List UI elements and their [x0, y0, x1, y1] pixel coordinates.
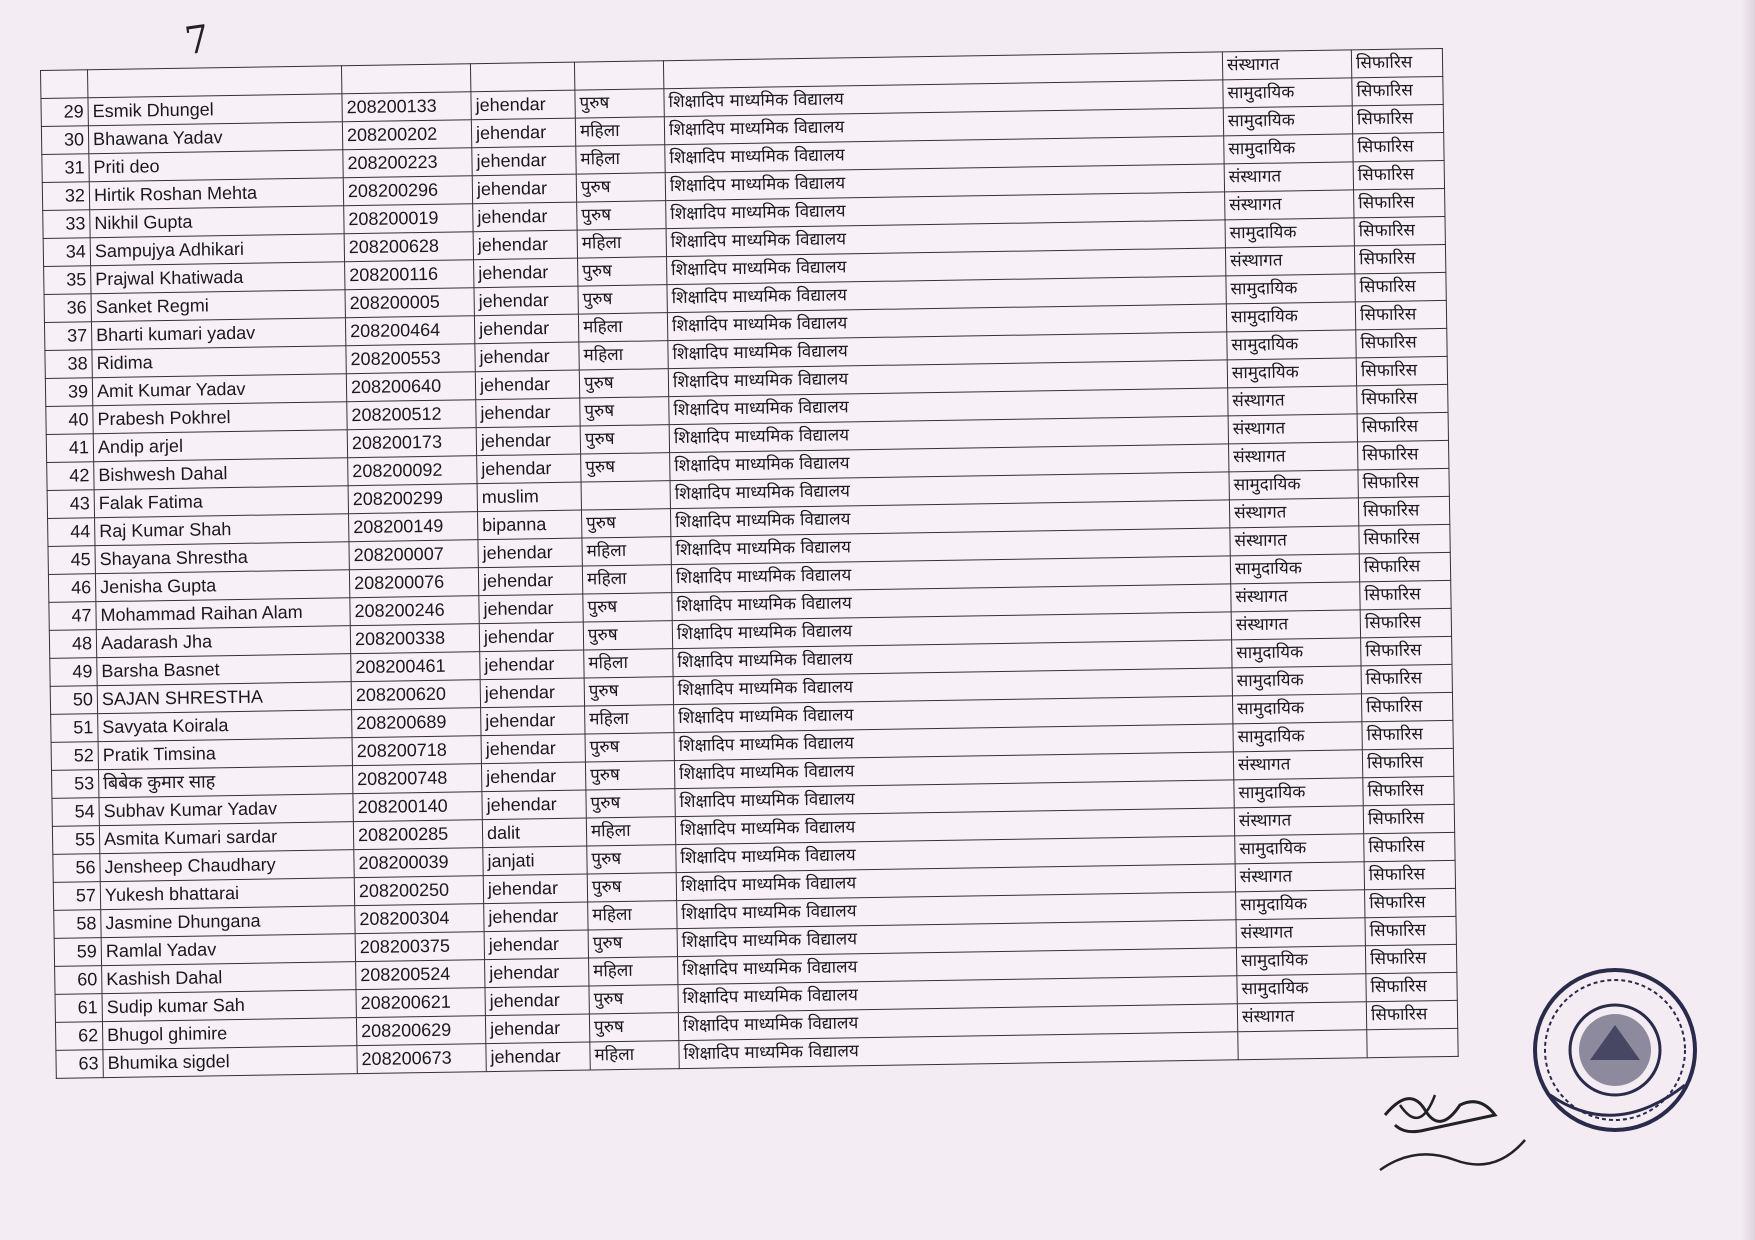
school-name-cell: शिक्षादिप माध्यमिक विद्यालय [664, 108, 1223, 145]
category-cell: jehendar [471, 90, 575, 120]
recommendation-status-cell: सिफारिस [1357, 384, 1448, 413]
student-id-cell: 208200629 [356, 1016, 485, 1046]
serial-number-cell: 57 [53, 882, 100, 911]
gender-cell: पुरुष [583, 593, 672, 622]
school-type-cell: संस्थागत [1225, 190, 1354, 220]
recommendation-status-cell: सिफारिस [1366, 1000, 1457, 1029]
school-type-cell: संस्थागत [1237, 1002, 1366, 1032]
school-name-cell: शिक्षादिप माध्यमिक विद्यालय [669, 388, 1228, 425]
category-cell: jehendar [474, 286, 578, 316]
school-type-cell: संस्थागत [1230, 526, 1359, 556]
student-name-cell: Prajwal Khatiwada [91, 262, 345, 294]
school-type-cell: सामुदायिक [1235, 834, 1364, 864]
school-name-cell: शिक्षादिप माध्यमिक विद्यालय [678, 948, 1237, 985]
gender-cell: पुरुष [577, 201, 666, 230]
category-cell: janjati [483, 846, 587, 876]
serial-number-cell: 34 [43, 238, 90, 267]
category-cell: jehendar [481, 762, 585, 792]
student-id-cell: 208200285 [353, 820, 482, 850]
student-name-cell: Aadarash Jha [96, 626, 350, 658]
student-name-cell [88, 66, 342, 98]
student-name-cell: Pratik Timsina [98, 738, 352, 770]
recommendation-status-cell: सिफारिस [1363, 804, 1454, 833]
category-cell: jehendar [473, 230, 577, 260]
recommendation-status-cell: सिफारिस [1362, 748, 1453, 777]
school-name-cell: शिक्षादिप माध्यमिक विद्यालय [679, 1032, 1238, 1069]
student-name-cell: Hirtik Roshan Mehta [89, 178, 343, 210]
category-cell: jehendar [472, 174, 576, 204]
student-list-table [40, 48, 1459, 1079]
scan-edge-shadow [1741, 0, 1755, 1240]
student-name-cell: Savyata Koirala [98, 710, 352, 742]
serial-number-cell: 48 [49, 630, 96, 659]
category-cell: jehendar [482, 790, 586, 820]
school-type-cell: संस्थागत [1228, 414, 1357, 444]
gender-cell: महिला [586, 817, 675, 846]
school-name-cell: शिक्षादिप माध्यमिक विद्यालय [673, 668, 1232, 705]
student-name-cell: Shayana Shrestha [95, 542, 349, 574]
school-type-cell: संस्थागत [1229, 442, 1358, 472]
serial-number-cell: 45 [48, 546, 95, 575]
student-id-cell: 208200673 [357, 1044, 486, 1074]
student-id-cell: 208200338 [350, 624, 479, 654]
gender-cell: पुरुष [579, 369, 668, 398]
category-cell: jehendar [479, 622, 583, 652]
school-type-cell: सामुदायिक [1223, 78, 1352, 108]
recommendation-status-cell [1367, 1028, 1458, 1057]
student-name-cell: Bishwesh Dahal [94, 458, 348, 490]
school-name-cell: शिक्षादिप माध्यमिक विद्यालय [670, 500, 1229, 537]
recommendation-status-cell: सिफारिस [1355, 272, 1446, 301]
student-name-cell: Bhumika sigdel [103, 1046, 357, 1078]
school-name-cell: शिक्षादिप माध्यमिक विद्यालय [675, 780, 1234, 817]
student-name-cell: Subhav Kumar Yadav [99, 794, 353, 826]
student-name-cell: Nikhil Gupta [90, 206, 344, 238]
school-name-cell: शिक्षादिप माध्यमिक विद्यालय [678, 1004, 1237, 1041]
school-type-cell: सामुदायिक [1234, 778, 1363, 808]
school-type-cell: सामुदायिक [1232, 638, 1361, 668]
student-name-cell: Yukesh bhattarai [100, 878, 354, 910]
serial-number-cell: 32 [42, 182, 89, 211]
school-name-cell: शिक्षादिप माध्यमिक विद्यालय [667, 304, 1226, 341]
student-name-cell: SAJAN SHRESTHA [97, 682, 351, 714]
category-cell [470, 62, 574, 92]
school-type-cell: सामुदायिक [1227, 358, 1356, 388]
recommendation-status-cell: सिफारिस [1365, 888, 1456, 917]
gender-cell: महिला [582, 565, 671, 594]
student-id-cell: 208200039 [354, 848, 483, 878]
category-cell: jehendar [473, 202, 577, 232]
gender-cell: पुरुष [583, 621, 672, 650]
gender-cell: महिला [588, 901, 677, 930]
student-id-cell: 208200116 [345, 260, 474, 290]
serial-number-cell: 62 [55, 1022, 102, 1051]
school-type-cell: सामुदायिक [1233, 722, 1362, 752]
school-type-cell: संस्थागत [1235, 862, 1364, 892]
school-type-cell: सामुदायिक [1229, 470, 1358, 500]
serial-number-cell: 61 [55, 994, 102, 1023]
student-id-cell: 208200375 [355, 932, 484, 962]
student-name-cell: Raj Kumar Shah [95, 514, 349, 546]
recommendation-status-cell: सिफारिस [1358, 468, 1449, 497]
school-name-cell: शिक्षादिप माध्यमिक विद्यालय [670, 472, 1229, 509]
school-type-cell: संस्थागत [1225, 246, 1354, 276]
category-cell: jehendar [478, 566, 582, 596]
student-name-cell: Asmita Kumari sardar [99, 822, 353, 854]
recommendation-status-cell: सिफारिस [1353, 160, 1444, 189]
serial-number-cell: 42 [47, 462, 94, 491]
category-cell: jehendar [472, 146, 576, 176]
recommendation-status-cell: सिफारिस [1358, 440, 1449, 469]
school-name-cell: शिक्षादिप माध्यमिक विद्यालय [666, 220, 1225, 257]
gender-cell [574, 61, 663, 90]
serial-number-cell: 41 [46, 434, 93, 463]
recommendation-status-cell: सिफारिस [1356, 328, 1447, 357]
recommendation-status-cell: सिफारिस [1361, 664, 1452, 693]
school-type-cell: संस्थागत [1233, 750, 1362, 780]
recommendation-status-cell: सिफारिस [1358, 496, 1449, 525]
student-name-cell: Amit Kumar Yadav [92, 374, 346, 406]
student-name-cell: Bhugol ghimire [102, 1018, 356, 1050]
gender-cell: पुरुष [580, 397, 669, 426]
serial-number-cell: 59 [54, 938, 101, 967]
recommendation-status-cell: सिफारिस [1354, 216, 1445, 245]
gender-cell: महिला [590, 1041, 679, 1070]
gender-cell: पुरुष [586, 789, 675, 818]
gender-cell: महिला [582, 537, 671, 566]
school-type-cell: सामुदायिक [1227, 330, 1356, 360]
category-cell: jehendar [477, 454, 581, 484]
student-id-cell: 208200620 [351, 680, 480, 710]
student-name-cell: Mohammad Raihan Alam [96, 598, 350, 630]
category-cell: jehendar [485, 958, 589, 988]
school-name-cell: शिक्षादिप माध्यमिक विद्यालय [667, 248, 1226, 285]
category-cell: jehendar [485, 1014, 589, 1044]
serial-number-cell: 58 [54, 910, 101, 939]
gender-cell: पुरुष [580, 425, 669, 454]
recommendation-status-cell: सिफारिस [1360, 608, 1451, 637]
student-name-cell: Ridima [92, 346, 346, 378]
school-name-cell: शिक्षादिप माध्यमिक विद्यालय [676, 864, 1235, 901]
school-type-cell: संस्थागत [1236, 918, 1365, 948]
recommendation-status-cell: सिफारिस [1364, 860, 1455, 889]
student-id-cell: 208200748 [352, 764, 481, 794]
serial-number-cell: 54 [52, 798, 99, 827]
recommendation-status-cell: सिफारिस [1364, 832, 1455, 861]
student-id-cell: 208200092 [348, 456, 477, 486]
signature-mark-icon [1365, 1075, 1535, 1185]
student-name-cell: Prabesh Pokhrel [93, 402, 347, 434]
serial-number-cell: 51 [51, 714, 98, 743]
serial-number-cell: 29 [41, 98, 88, 127]
recommendation-status-cell: सिफारिस [1355, 300, 1446, 329]
school-name-cell: शिक्षादिप माध्यमिक विद्यालय [667, 276, 1226, 313]
school-type-cell: संस्थागत [1224, 162, 1353, 192]
gender-cell: पुरुष [585, 761, 674, 790]
serial-number-cell: 37 [44, 322, 91, 351]
student-name-cell: Bharti kumari yadav [91, 318, 345, 350]
category-cell: dalit [482, 818, 586, 848]
student-name-cell: Sudip kumar Sah [102, 990, 356, 1022]
serial-number-cell: 30 [41, 126, 88, 155]
category-cell: jehendar [475, 342, 579, 372]
page-number-mark: 7 [182, 16, 213, 64]
serial-number-cell: 55 [52, 826, 99, 855]
category-cell: jehendar [486, 1042, 590, 1072]
serial-number-cell: 40 [46, 406, 93, 435]
student-id-cell: 208200628 [344, 232, 473, 262]
gender-cell: पुरुष [585, 733, 674, 762]
gender-cell: पुरुष [578, 257, 667, 286]
student-id-cell [341, 64, 470, 94]
school-name-cell: शिक्षादिप माध्यमिक विद्यालय [672, 584, 1231, 621]
school-name-cell: शिक्षादिप माध्यमिक विद्यालय [666, 192, 1225, 229]
recommendation-status-cell: सिफारिस [1356, 356, 1447, 385]
student-name-cell: Priti deo [89, 150, 343, 182]
gender-cell: पुरुष [588, 929, 677, 958]
student-name-cell: Barsha Basnet [97, 654, 351, 686]
category-cell: jehendar [475, 370, 579, 400]
gender-cell: महिला [589, 957, 678, 986]
student-id-cell: 208200149 [349, 512, 478, 542]
serial-number-cell: 38 [45, 350, 92, 379]
serial-number-cell: 56 [53, 854, 100, 883]
gender-cell: महिला [576, 145, 665, 174]
school-name-cell: शिक्षादिप माध्यमिक विद्यालय [675, 808, 1234, 845]
recommendation-status-cell: सिफारिस [1366, 972, 1457, 1001]
student-id-cell: 208200553 [346, 344, 475, 374]
school-type-cell: संस्थागत [1228, 386, 1357, 416]
gender-cell: महिला [584, 649, 673, 678]
recommendation-status-cell: सिफारिस [1351, 48, 1442, 77]
student-id-cell: 208200140 [353, 792, 482, 822]
recommendation-status-cell: सिफारिस [1352, 104, 1443, 133]
student-id-cell: 208200461 [351, 652, 480, 682]
gender-cell: पुरुष [581, 509, 670, 538]
serial-number-cell: 53 [52, 770, 99, 799]
recommendation-status-cell: सिफारिस [1361, 692, 1452, 721]
gender-cell: महिला [585, 705, 674, 734]
category-cell: jehendar [471, 118, 575, 148]
student-name-cell: Bhawana Yadav [88, 122, 342, 154]
student-id-cell: 208200007 [349, 540, 478, 570]
recommendation-status-cell: सिफारिस [1361, 636, 1452, 665]
student-name-cell: Jenisha Gupta [95, 570, 349, 602]
gender-cell: पुरुष [581, 453, 670, 482]
recommendation-status-cell: सिफारिस [1354, 244, 1445, 273]
student-id-cell: 208200202 [342, 120, 471, 150]
recommendation-status-cell: सिफारिस [1359, 552, 1450, 581]
gender-cell: महिला [577, 229, 666, 258]
school-type-cell: संस्थागत [1231, 582, 1360, 612]
category-cell: jehendar [476, 398, 580, 428]
student-id-cell: 208200250 [354, 876, 483, 906]
student-id-cell: 208200005 [345, 288, 474, 318]
school-name-cell: शिक्षादिप माध्यमिक विद्यालय [672, 612, 1231, 649]
school-name-cell: शिक्षादिप माध्यमिक विद्यालय [668, 332, 1227, 369]
school-type-cell: सामुदायिक [1224, 134, 1353, 164]
gender-cell: महिला [578, 313, 667, 342]
student-id-cell: 208200299 [348, 484, 477, 514]
serial-number-cell: 31 [42, 154, 89, 183]
student-name-cell: Andip arjel [93, 430, 347, 462]
student-name-cell: Jensheep Chaudhary [100, 850, 354, 882]
office-seal-stamp-icon [1530, 965, 1700, 1135]
school-name-cell: शिक्षादिप माध्यमिक विद्यालय [669, 416, 1228, 453]
gender-cell: पुरुष [578, 285, 667, 314]
student-id-cell: 208200621 [356, 988, 485, 1018]
recommendation-status-cell: सिफारिस [1359, 524, 1450, 553]
student-name-cell: Sampujya Adhikari [90, 234, 344, 266]
school-type-cell: सामुदायिक [1232, 666, 1361, 696]
school-type-cell: सामुदायिक [1236, 890, 1365, 920]
serial-number-cell: 50 [50, 686, 97, 715]
school-name-cell: शिक्षादिप माध्यमिक विद्यालय [677, 920, 1236, 957]
school-name-cell: शिक्षादिप माध्यमिक विद्यालय [671, 528, 1230, 565]
student-list-table-wrapper [40, 48, 1459, 1079]
school-name-cell: शिक्षादिप माध्यमिक विद्यालय [676, 836, 1235, 873]
student-id-cell: 208200173 [347, 428, 476, 458]
student-id-cell: 208200076 [349, 568, 478, 598]
serial-number-cell: 39 [45, 378, 92, 407]
recommendation-status-cell: सिफारिस [1363, 776, 1454, 805]
school-type-cell: सामुदायिक [1225, 218, 1354, 248]
gender-cell: पुरुष [589, 985, 678, 1014]
category-cell: jehendar [481, 706, 585, 736]
school-type-cell: संस्थागत [1234, 806, 1363, 836]
student-id-cell: 208200296 [343, 176, 472, 206]
category-cell: jehendar [484, 930, 588, 960]
gender-cell: पुरुष [584, 677, 673, 706]
gender-cell: पुरुष [576, 173, 665, 202]
table-body [41, 48, 1459, 1078]
student-name-cell: Falak Fatima [94, 486, 348, 518]
school-name-cell: शिक्षादिप माध्यमिक विद्यालय [665, 136, 1224, 173]
school-name-cell: शिक्षादिप माध्यमिक विद्यालय [677, 892, 1236, 929]
gender-cell [581, 481, 670, 510]
category-cell: jehendar [484, 902, 588, 932]
student-id-cell: 208200464 [345, 316, 474, 346]
student-id-cell: 208200689 [352, 708, 481, 738]
student-id-cell: 208200019 [344, 204, 473, 234]
recommendation-status-cell: सिफारिस [1357, 412, 1448, 441]
category-cell: jehendar [483, 874, 587, 904]
school-type-cell: सामुदायिक [1226, 274, 1355, 304]
recommendation-status-cell: सिफारिस [1365, 944, 1456, 973]
school-type-cell: सामुदायिक [1230, 554, 1359, 584]
student-id-cell: 208200640 [346, 372, 475, 402]
category-cell: jehendar [476, 426, 580, 456]
school-name-cell: शिक्षादिप माध्यमिक विद्यालय [674, 752, 1233, 789]
school-name-cell: शिक्षादिप माध्यमिक विद्यालय [674, 696, 1233, 733]
school-name-cell: शिक्षादिप माध्यमिक विद्यालय [670, 444, 1229, 481]
school-type-cell: सामुदायिक [1223, 106, 1352, 136]
recommendation-status-cell: सिफारिस [1353, 132, 1444, 161]
student-name-cell: Jasmine Dhungana [101, 906, 355, 938]
serial-number-cell: 43 [47, 490, 94, 519]
serial-number-cell: 36 [44, 294, 91, 323]
category-cell: jehendar [479, 594, 583, 624]
school-type-cell [1238, 1030, 1367, 1060]
category-cell: jehendar [474, 258, 578, 288]
student-name-cell: Esmik Dhungel [88, 94, 342, 126]
school-type-cell: सामुदायिक [1232, 694, 1361, 724]
school-name-cell: शिक्षादिप माध्यमिक विद्यालय [674, 724, 1233, 761]
student-id-cell: 208200718 [352, 736, 481, 766]
serial-number-cell: 49 [50, 658, 97, 687]
school-type-cell: संस्थागत [1229, 498, 1358, 528]
recommendation-status-cell: सिफारिस [1354, 188, 1445, 217]
category-cell: jehendar [474, 314, 578, 344]
serial-number-cell: 35 [44, 266, 91, 295]
gender-cell: पुरुष [587, 845, 676, 874]
student-name-cell: Ramlal Yadav [101, 934, 355, 966]
recommendation-status-cell: सिफारिस [1362, 720, 1453, 749]
serial-number-cell: 44 [48, 518, 95, 547]
student-id-cell: 208200246 [350, 596, 479, 626]
category-cell: jehendar [480, 650, 584, 680]
student-id-cell: 208200223 [343, 148, 472, 178]
category-cell: jehendar [478, 538, 582, 568]
student-id-cell: 208200133 [342, 92, 471, 122]
school-name-cell: शिक्षादिप माध्यमिक विद्यालय [668, 360, 1227, 397]
serial-number-cell: 46 [48, 574, 95, 603]
serial-number-cell: 47 [49, 602, 96, 631]
category-cell: jehendar [480, 678, 584, 708]
student-name-cell: Sanket Regmi [91, 290, 345, 322]
serial-number-cell: 63 [56, 1050, 103, 1079]
school-type-cell: सामुदायिक [1226, 302, 1355, 332]
gender-cell: महिला [575, 117, 664, 146]
serial-number-cell [41, 70, 88, 99]
school-name-cell: शिक्षादिप माध्यमिक विद्यालय [678, 976, 1237, 1013]
gender-cell: पुरुष [575, 89, 664, 118]
serial-number-cell: 60 [55, 966, 102, 995]
gender-cell: महिला [579, 341, 668, 370]
recommendation-status-cell: सिफारिस [1360, 580, 1451, 609]
school-name-cell: शिक्षादिप माध्यमिक विद्यालय [665, 164, 1224, 201]
school-type-cell: सामुदायिक [1237, 974, 1366, 1004]
student-id-cell: 208200512 [347, 400, 476, 430]
school-type-cell: सामुदायिक [1236, 946, 1365, 976]
school-name-cell: शिक्षादिप माध्यमिक विद्यालय [673, 640, 1232, 677]
student-id-cell: 208200524 [356, 960, 485, 990]
school-type-cell: संस्थागत [1222, 50, 1351, 80]
serial-number-cell: 52 [51, 742, 98, 771]
category-cell: jehendar [481, 734, 585, 764]
school-name-cell: शिक्षादिप माध्यमिक विद्यालय [664, 80, 1223, 117]
gender-cell: पुरुष [589, 1013, 678, 1042]
category-cell: muslim [477, 482, 581, 512]
school-name-cell: शिक्षादिप माध्यमिक विद्यालय [671, 556, 1230, 593]
recommendation-status-cell: सिफारिस [1352, 76, 1443, 105]
recommendation-status-cell: सिफारिस [1365, 916, 1456, 945]
student-name-cell: बिबेक कुमार साह [98, 766, 352, 798]
category-cell: bipanna [477, 510, 581, 540]
serial-number-cell: 33 [43, 210, 90, 239]
category-cell: jehendar [485, 986, 589, 1016]
student-id-cell: 208200304 [355, 904, 484, 934]
student-name-cell: Kashish Dahal [102, 962, 356, 994]
school-type-cell: संस्थागत [1231, 610, 1360, 640]
gender-cell: पुरुष [587, 873, 676, 902]
